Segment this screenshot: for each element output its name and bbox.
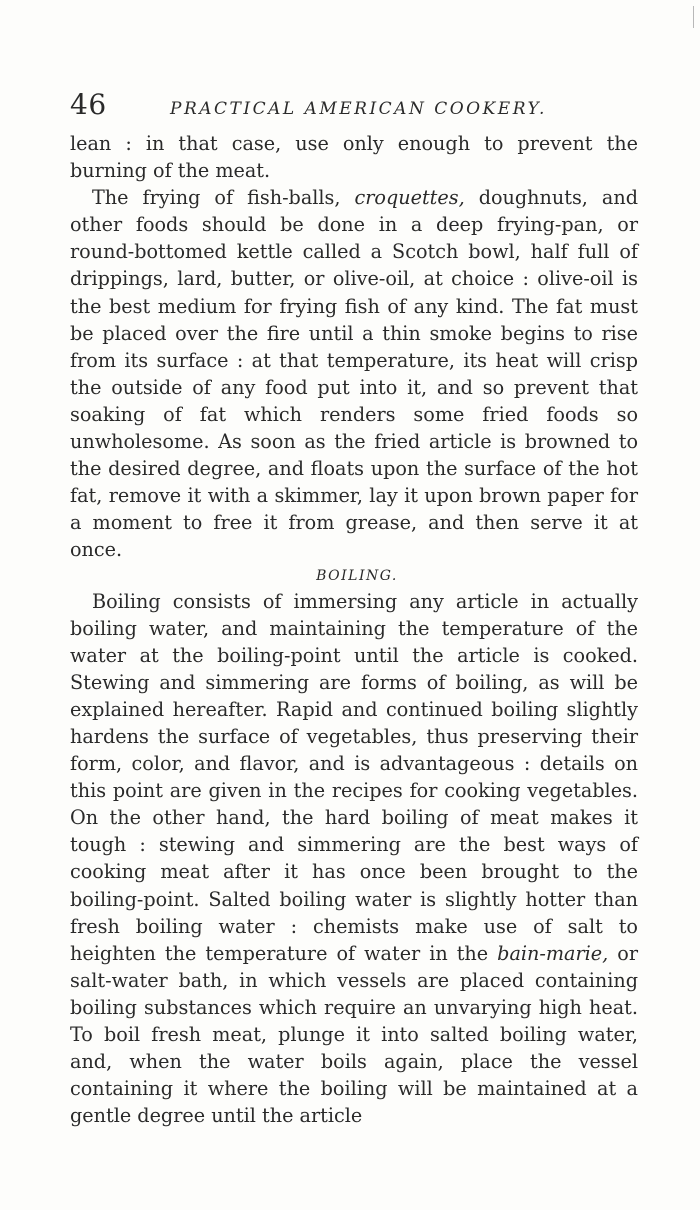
page-number: 46 <box>70 88 107 121</box>
text-run: Boiling consists of immersing any article in actually boiling water, and maintaining the temperature of the water at the boiling-point until the article is cooked. Stewing and simmering are forms of boiling, as will be explained hereafter. Rapid and continued boiling slightly hardens the surface of vegetables, thus preserving their form, color, and flavor, and is advantageous : details on this point are given in the recipes for cooking vegetables. On the other hand, the hard boiling of meat makes it tough : stewing and simmering are the best ways of cooking meat after it has once been brought to the boiling-point. Salted boiling water is slightly hotter than fresh boiling water : chemists make use of salt to heighten the temperature of water in the <box>70 589 638 965</box>
text-run: The frying of fish-balls, <box>92 186 355 210</box>
margin-mark <box>693 6 694 28</box>
paragraph <box>70 588 638 1130</box>
paragraph <box>70 184 638 563</box>
running-head: PRACTICAL AMERICAN COOKERY. <box>170 99 547 119</box>
page-header <box>70 88 638 128</box>
paragraph: lean : in that case, use only enough to prevent the burning of the meat. <box>70 132 638 183</box>
section-heading: BOILING. <box>316 567 398 584</box>
text-run: doughnuts, and other foods should be done in a deep frying-pan, or round-bottomed kettle called a Scotch bowl, half full of drippings, lard, butter, or olive-oil, at choice : olive-oil is the best medium for frying fish of any kind. The fat must be placed over the fire until a thin smoke begins to rise from its surface : at that temperature, its heat will crisp the outside of any food put into it, and so prevent that soaking of fat which renders some fried foods so unwholesome. As soon as the fried article is browned to the desired degree, and floats upon the surface of the hot fat, remove it with a skimmer, lay it upon brown paper for a moment to free it from grease, and then serve it at once. <box>70 186 638 562</box>
text-run: or salt-water bath, in which vessels are placed containing boiling substances which require an unvarying high heat. To boil fresh meat, plunge it into salted boiling water, and, when the water boils again, place the vessel containing it where the boiling will be maintained at a gentle degree until the article <box>70 941 638 1128</box>
page-content <box>70 88 638 1129</box>
italic-term: croquettes, <box>354 186 465 210</box>
body-text <box>70 130 638 1129</box>
italic-term: bain-marie, <box>497 941 609 965</box>
